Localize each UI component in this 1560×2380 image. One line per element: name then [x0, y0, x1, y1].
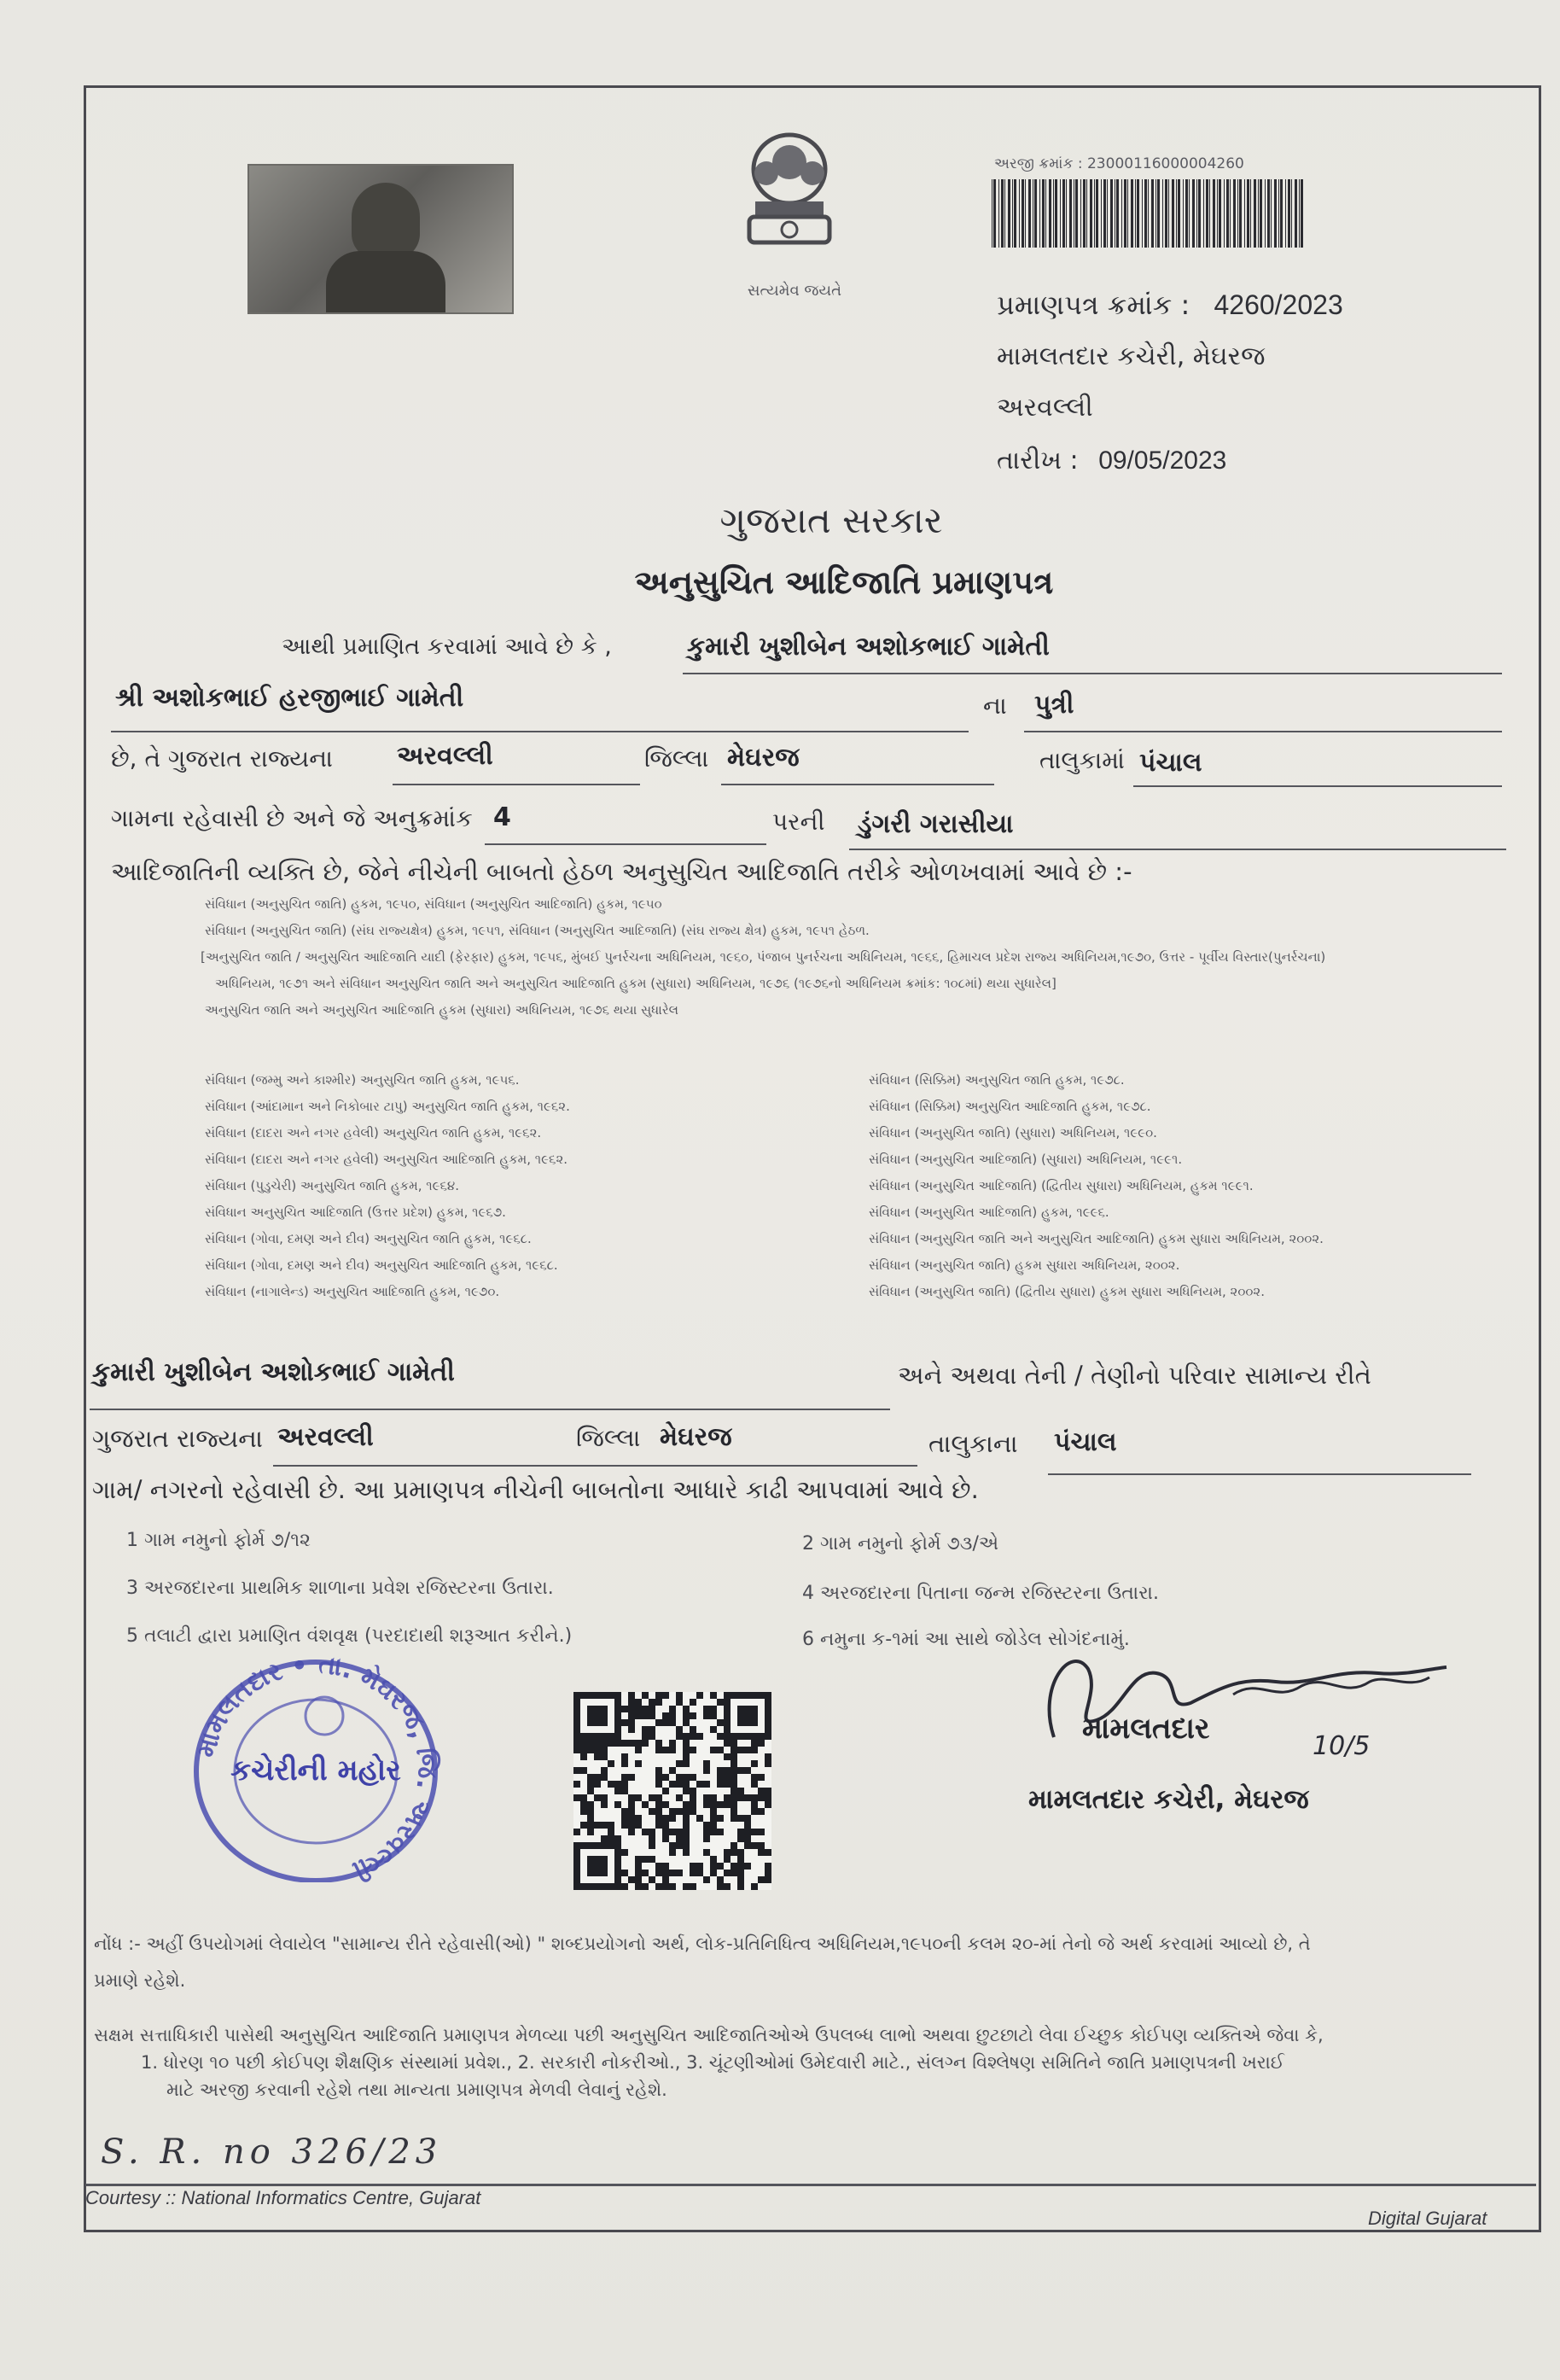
- signature-date: 10/5: [1313, 1731, 1371, 1761]
- note-3: 1. ધોરણ ૧૦ પછી કોઈપણ શૈક્ષણિક સંસ્થામાં પ્રવેશ., 2. સરકારી નોકરીઓ., 3. ચૂંટણીઓમાં ઉમેદવારી માટે., સંલગ્ન વિશ્લેષણ સમિતિને જાતિ પ્રમાણપત્રની ખરાઈ: [141, 2052, 1284, 2073]
- order-line: સંવિધાન (દાદરા અને નગર હવેલી) અનુસુચિત જાતિ હુકમ, ૧૯૬૨.: [205, 1125, 542, 1140]
- order-line: સંવિધાન (અનુસુચિત આદિજાતિ) (દ્વિતીય સુધારા) અધિનિયમ, હુકમ ૧૯૯૧.: [869, 1178, 1254, 1193]
- order-line: અનુસુચિત જાતિ અને અનુસુચિત આદિજાતિ હુકમ (સુધારા) અધિનિયમ, ૧૯૭૬ થયા સુધારેલ: [205, 1002, 678, 1018]
- order-line: સંવિધાન (અનુસુચિત જાતિ) (સંઘ રાજ્યક્ષેત્ર) હુકમ, ૧૯૫૧, સંવિધાન (અનુસુચિત આદિજાતિ) (સંઘ રાજ્ય ક્ષેત્ર) હુકમ, ૧૯૫૧ હેઠળ.: [205, 923, 870, 938]
- signature-scrawl-text: [1075, 1665, 1194, 1700]
- note-1b: પ્રમાણે રહેશે.: [94, 1970, 186, 1991]
- village-name-2: પંચાલ: [1054, 1427, 1117, 1457]
- orders-top: [201, 891, 1502, 1024]
- order-line: સંવિધાન (જમ્મુ અને કાશ્મીર) અનુસુચિત જાતિ હુકમ, ૧૯૫૬.: [205, 1072, 520, 1088]
- order-line: સંવિધાન (ગોવા, દમણ અને દીવ) અનુસુચિત આદિજાતિ હુકમ, ૧૯૬૮.: [205, 1257, 558, 1273]
- applicant-name: કુમારી ખુશીબેન અશોકભાઈ ગામેતી: [687, 632, 1050, 662]
- par-ni-label: પરની: [772, 808, 825, 836]
- applicant-name-2: કુમારી ખુશીબેન અશોકભાઈ ગામેતી: [92, 1357, 455, 1387]
- issue-date: 09/05/2023: [1098, 446, 1227, 475]
- order-line: સંવિધાન (ગોવા, દમણ અને દીવ) અનુસુચિત જાતિ હુકમ, ૧૯૬૮.: [205, 1231, 532, 1246]
- office-district: અરવલ્લી: [997, 393, 1093, 423]
- qr-code-icon: [573, 1692, 771, 1890]
- orders-left: [205, 1067, 853, 1305]
- order-line: સંવિધાન (અનુસુચિત જાતિ) (સુધારા) અધિનિયમ, ૧૯૯૦.: [869, 1125, 1157, 1140]
- signatory-title: મામલતદાર: [1082, 1712, 1210, 1746]
- order-line: સંવિધાન (અનુસુચિત આદિજાતિ) હુકમ, ૧૯૯૬.: [869, 1205, 1109, 1220]
- order-line: સંવિધાન (દાદરા અને નગર હવેલી) અનુસુચિત આદિજાતિ હુકમ, ૧૯૬૨.: [205, 1152, 568, 1167]
- na-label: ના: [983, 691, 1007, 720]
- certificate-title: અનુસુચિત આદિજાતિ પ્રમાણપત્ર: [634, 563, 1054, 601]
- state-prefix: છે, તે ગુજરાત રાજ્યના: [111, 744, 333, 773]
- date-label: તારીખ :: [997, 446, 1079, 475]
- order-line: સંવિધાન (અનુસુચિત આદિજાતિ) (સુધારા) અધિનિયમ, ૧૯૯૧.: [869, 1152, 1183, 1167]
- stamp-ring-text: મામલતદાર • તા. મેઘરજ, જિ. અરવલ્લી: [191, 1649, 442, 1882]
- doc-item: 6 નમુના ક-૧માં આ સાથે જોડેલ સોગંદનામું.: [802, 1629, 1130, 1650]
- basis-sentence: ગામ/ નગરનો રહેવાસી છે. આ પ્રમાણપત્ર નીચેની બાબતોના આધારે કાઢી આપવામાં આવે છે.: [92, 1475, 979, 1504]
- district-label-2: જિલ્લા: [576, 1424, 641, 1452]
- cert-number: 4260/2023: [1214, 289, 1343, 320]
- relation: પુત્રી: [1034, 690, 1074, 720]
- taluka-label: તાલુકામાં: [1039, 746, 1125, 774]
- emblem-motto: સત્યમેવ જયતે: [747, 282, 842, 300]
- order-line: સંવિધાન (સિક્કિમ) અનુસુચિત આદિજાતિ હુકમ, ૧૯૭૮.: [869, 1099, 1151, 1114]
- doc-item: 2 ગામ નમુનો ફોર્મ ૭૩/એ: [802, 1533, 999, 1555]
- office-seal-stamp: [179, 1643, 452, 1882]
- national-emblem-icon: [725, 126, 853, 289]
- office-name: મામલતદાર કચેરી, મેઘરજ: [997, 341, 1266, 371]
- tribe-name: ડુંગરી ગરાસીયા: [858, 809, 1014, 839]
- district-name-2: અરવલ્લી: [277, 1422, 374, 1452]
- note-2: સક્ષમ સત્તાધિકારી પાસેથી અનુસુચિત આદિજાતિ પ્રમાણપત્ર મેળવ્યા પછી અનુસુચિત આદિજાતિઓએ ઉપલબ્ધ લાભો અથવા છુટછાટો લેવા ઈચ્છુક કોઈપણ વ્યક્તિએ જેવા કે,: [94, 2025, 1324, 2045]
- order-line: [અનુસુચિત જાતિ / અનુસુચિત આદિજાતિ યાદી (ફેરફાર) હુકમ, ૧૯૫૬, મુંબઈ પુનર્રચના અધિનિયમ, ૧૯૬૦, પંજાબ પુનર્રચના અધિનિયમ, ૧૯૬૬, હિમાચલ પ્રદેશ રાજ્ય અધિનિયમ,૧૯૭૦, ઉત્તર - પૂર્વીય વિસ્તાર(પુનર્રચના): [201, 949, 1326, 965]
- certify-prefix: આથી પ્રમાણિત કરવામાં આવે છે કે ,: [282, 633, 612, 660]
- barcode-icon: [992, 179, 1309, 248]
- district-label: જિલ્લા: [644, 744, 709, 773]
- orders-right: [869, 1067, 1517, 1305]
- taluka-name-2: મેઘરજ: [660, 1422, 732, 1452]
- father-name: શ્રી અશોકભાઈ હરજીભાઈ ગામેતી: [115, 683, 464, 713]
- handwritten-serial: S. R. no 326/23: [101, 2132, 443, 2172]
- order-line: અધિનિયમ, ૧૯૭૧ અને સંવિધાન અનુસુચિત જાતિ અને અનુસુચિત આદિજાતિ હુકમ (સુધારા) અધિનિયમ, ૧૯૭૬ (૧૯૭૬નો અધિનિયમ ક્રમાંક: ૧૦૮માં) થયા સુધારેલ]: [215, 976, 1056, 991]
- order-line: સંવિધાન (અનુસુચિત જાતિ) (દ્વિતીય સુધારા) હુકમ સુધારા અધિનિયમ, ૨૦૦૨.: [869, 1284, 1265, 1299]
- village-name: પંચાલ: [1139, 748, 1202, 778]
- note-4: માટે અરજી કરવાની રહેશે તથા માન્યતા પ્રમાણપત્ર મેળવી લેવાનું રહેશે.: [166, 2080, 667, 2100]
- order-line: સંવિધાન (અનુસુચિત જાતિ અને અનુસુચિત આદિજાતિ) હુકમ સુધારા અધિનિયમ, ૨૦૦૨.: [869, 1231, 1324, 1246]
- stamp-center-text: કચેરીની મહોર: [230, 1753, 401, 1788]
- cert-number-row: [997, 289, 1343, 322]
- taluka-name: મેઘરજ: [727, 743, 800, 773]
- order-line: સંવિધાન (પુડુચેરી) અનુસુચિત જાતિ હુકમ, ૧૯૬૪.: [205, 1178, 459, 1193]
- digital-gujarat-brand: Digital Gujarat: [1368, 2208, 1487, 2229]
- doc-item: 4 અરજદારના પિતાના જન્મ રજિસ્ટરના ઉતારા.: [802, 1583, 1159, 1604]
- date-row: [997, 446, 1226, 475]
- order-line: સંવિધાન (અનુસુચિત જાતિ) હુકમ સુધારા અધિનિયમ, ૨૦૦૨.: [869, 1257, 1180, 1273]
- resident-prefix: ગામના રહેવાસી છે અને જે અનુક્રમાંક: [111, 804, 473, 832]
- signatory-office: મામલતદાર કચેરી, મેઘરજ: [1028, 1784, 1309, 1815]
- family-text: અને અથવા તેની / તેણીનો પરિવાર સામાન્ય રીતે: [898, 1361, 1371, 1390]
- order-line: સંવિધાન અનુસુચિત આદિજાતિ (ઉત્તર પ્રદેશ) હુકમ, ૧૯૬૭.: [205, 1205, 506, 1220]
- government-title: ગુજરાત સરકાર: [719, 499, 943, 541]
- application-number: અરજી ક્રમાંક : 23000116000004260: [994, 155, 1244, 172]
- courtesy-footer: Courtesy :: National Informatics Centre, Gujarat: [85, 2187, 481, 2208]
- serial-number: 4: [493, 802, 511, 832]
- tribe-sentence: આદિજાતિની વ્યક્તિ છે, જેને નીચેની બાબતો હેઠળ અનુસુચિત આદિજાતિ તરીકે ઓળખવામાં આવે છે :-: [111, 857, 1132, 886]
- note-1: નોંધ :- અહીં ઉપયોગમાં લેવાયેલ "સામાન્ય રીતે રહેવાસી(ઓ) " શબ્દપ્રયોગનો અર્થ, લોક-પ્રતિનિધિત્વ અધિનિયમ,૧૯૫૦ની કલમ ૨૦-માં તેનો જે અર્થ કરવામાં આવ્યો છે, તે: [94, 1934, 1311, 1954]
- district-name: અરવલ્લી: [397, 741, 493, 771]
- taluka-label-2: તાલુકાના: [928, 1429, 1018, 1458]
- order-line: સંવિધાન (નાગાલેન્ડ) અનુસુચિત આદિજાતિ હુકમ, ૧૯૭૦.: [205, 1284, 500, 1299]
- doc-item: 3 અરજદારના પ્રાથમિક શાળાના પ્રવેશ રજિસ્ટરના ઉતારા.: [126, 1578, 554, 1599]
- order-line: સંવિધાન (આંદામાન અને નિકોબાર ટાપુ) અનુસુચિત જાતિ હુકમ, ૧૯૬૨.: [205, 1099, 570, 1114]
- order-line: સંવિધાન (સિક્કિમ) અનુસુચિત જાતિ હુકમ, ૧૯૭૮.: [869, 1072, 1125, 1088]
- cert-number-label: પ્રમાણપત્ર ક્રમાંક :: [997, 289, 1190, 321]
- applicant-photo: [247, 164, 514, 314]
- state-prefix-2: ગુજરાત રાજ્યના: [92, 1424, 263, 1453]
- doc-item: 1 ગામ નમુનો ફોર્મ ૭/૧૨: [126, 1530, 311, 1551]
- doc-item: 5 તલાટી દ્વારા પ્રમાણિત વંશવૃક્ષ (પરદાદાથી શરૂઆત કરીને.): [126, 1625, 573, 1647]
- order-line: સંવિધાન (અનુસુચિત જાતિ) હુકમ, ૧૯૫૦, સંવિધાન (અનુસુચિત આદિજાતિ) હુકમ, ૧૯૫૦: [205, 896, 662, 912]
